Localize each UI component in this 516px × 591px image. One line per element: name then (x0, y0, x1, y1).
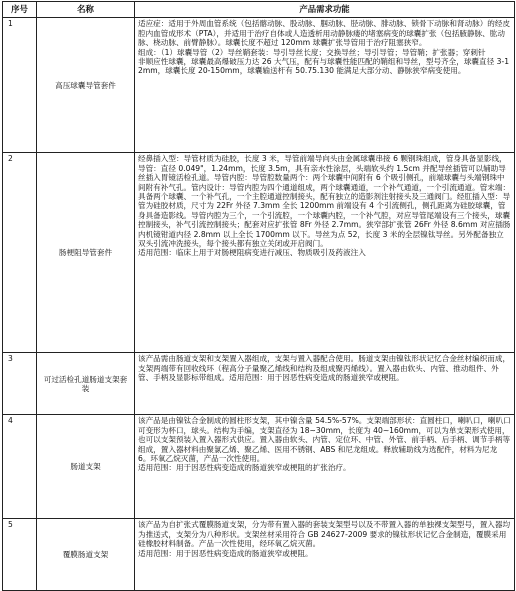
description-paragraph: 适用范围：用于因恶性病变造成的肠道狭窄或梗阻的扩张治疗。 (138, 463, 351, 473)
table-header-row (3, 2, 515, 18)
header-no: 序号 (3, 2, 37, 18)
product-description (135, 18, 515, 153)
row-number: 4 (3, 415, 37, 519)
header-name: 名称 (37, 2, 135, 18)
product-name: 高压球囊导管套件 (37, 18, 135, 153)
header-function: 产品需求功能 (135, 2, 515, 18)
description-paragraph: 经鼻插入型：导管材质为硅胶，长度 3 米，导管前端导向头由金属球囊串接 6 颗钢珠组成，管身具备显影线，导管：直径 0.049"，1.24mm，长度 3.5m，具有亲水性涂层，头端软头约 1.5cm 并配导丝插管可以辅助导丝插入胃镜活检孔道。导管内腔：导管腔数量两个：两个球囊中间附有 6 个吸引侧孔，前端球囊与头端钢珠中间附有补气孔。管内设计：导管内腔为四个通道组成，两个球囊通道，一个补气通道，一个引流通道。管末端：具备两个球囊、一个补气孔，一个主腔通道控制接头，配有独立的造影剂注射接头及三通阀门。经肛插入型：导管为硅胶材质，尺寸为 22Fr 外径 7.3mm 全长 1200mm 前端设有 4 个引流侧孔，侧孔距离为硅胶球囊，管身具备造影线。导管内腔为三个，一个引流腔，一个球囊内腔，一个补气腔，对应导管尾端设有三个接头，球囊控制接头，补气引流控制接头；配套对应扩张管 8Fr 外径 2.7mm。狭窄部扩张管 26Fr 外径 8.6mm 对应插肠内机镜钳道内径 2.8mm 以上全长 1700mm 以下。导丝为点 52，长度 3 米的全层镍钛导丝。另外配备独立双头引流冲洗接头，每个接头都有独立关闭或开启阀门。 (138, 154, 511, 249)
product-name: 覆膜肠道支架 (37, 519, 135, 591)
product-name: 肠梗阻导管套件 (37, 153, 135, 353)
row-number: 1 (3, 18, 37, 153)
description-paragraph: 非顺应性球囊，球囊最高爆破压力达 26 大气压，配有与球囊性能匹配的鞘组和导丝，型号齐全，球囊直径 3-12mm，球囊长度 20-150mm，球囊输送杆有 50.75.130 能满足大部分动、静脉狭窄病变使用。 (138, 57, 510, 76)
description-paragraph: 适应症：适用于外周血管系统（包括髂动脉、股动脉、腘动脉、胫动脉、腓动脉、锁骨下动脉和肾动脉）的经皮腔内血管成形术（PTA），并适用于治疗自体或人造透析用动静脉瘘的堵塞病变的球囊扩张（包括腋静脉、肱动脉、桡动脉、前臂静脉）。球囊长度不超过 120mm 球囊扩张导管用于治疗阻塞狭窄。 (138, 19, 511, 48)
description-paragraph: 适用范围：用于因恶性病变造成的肠道狭窄或梗阻。 (138, 548, 313, 558)
table-row (3, 519, 515, 591)
description-paragraph: 该产品为自扩张式覆膜肠道支架，分为带有置入器的套装支架型号以及不带置入器的单独裸支架型号，置入器均为推送式，支架分为八种形状。支架丝材采用符合 GB 24627-2009 要求的镍钛形状记忆合金制造，覆膜采用硅橡胶材料制备。产品一次性使用，经环氧乙烷灭菌。 (138, 520, 511, 549)
description-paragraph: 适用范围：临床上用于对肠梗阻病变进行减压、物质吸引及药液注入 (138, 248, 366, 258)
row-number: 5 (3, 519, 37, 591)
description-paragraph: 组成：（1）球囊导管（2）导丝鞘套装：导引导丝长度；交换导丝；导引导管；导管鞘；扩张器；穿刺针 (138, 47, 486, 57)
description-paragraph: 该产品是由镍钛合金制成的圆柱形支架，其中镍含量 54.5%-57%。支架端部形状：直圆柱口，喇叭口，喇叭口可变形为杯口，球头。结构为手编，支架直径为 18~30mm，长度为 40~160mm，可以为单支架形式使用，也可以支架预装入置入器形式供应。置入器由软头、内管、定位环、中管、外管、前手柄、后手柄、调节手柄等组成，置入器材料由聚氯乙烯、聚乙烯、医用不锈钢、ABS 和尼龙组成。释放辅助线为选配件，材料为尼龙 6。环氧乙烷灭菌，产品一次性使用。 (138, 416, 511, 464)
product-description (135, 415, 515, 519)
product-description (135, 519, 515, 591)
table-row (3, 153, 515, 353)
table-row (3, 415, 515, 519)
product-requirements-table (2, 1, 515, 591)
product-description (135, 153, 515, 353)
product-name: 可过活检孔道肠道支架套装 (37, 353, 135, 415)
description-paragraph: 该产品需由肠道支架和支架置入器组成，支架与置入器配合使用。肠道支架由镍钛形状记忆合金丝材编织而成，支架两端带有回收线环（程高分子量聚乙烯线和结构及组成聚丙烯线）。置入器由软头、内管、推动组件、外管、手柄及显影标带组成。适用范围：用于因恶性病变造成的肠道狭窄或梗阻。 (138, 354, 511, 383)
product-name: 肠道支架 (37, 415, 135, 519)
row-number: 3 (3, 353, 37, 415)
table-row (3, 353, 515, 415)
row-number: 2 (3, 153, 37, 353)
table-row (3, 18, 515, 153)
product-description (135, 353, 515, 415)
